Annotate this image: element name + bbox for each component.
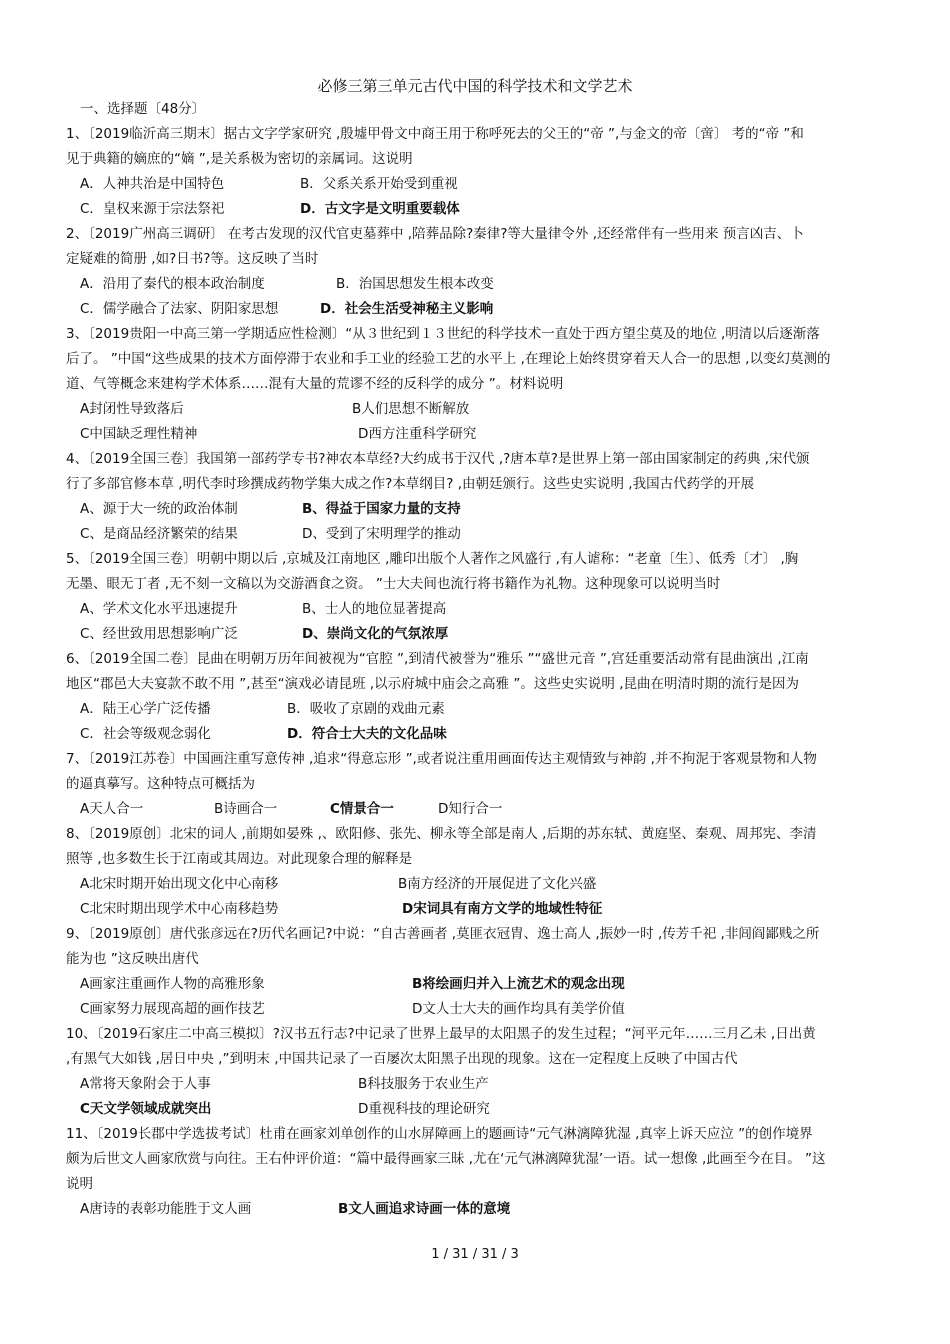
question-5-line-2: 无墨、眼无丁者 ,无不刻一文稿以为交游酒食之资。 ”士大夫间也流行将书籍作为礼物。这种现象可以说明当时 xyxy=(66,576,721,592)
question-6-option-c: C．社会等级观念弱化 xyxy=(80,726,211,742)
question-3-option-a: A封闭性导致落后 xyxy=(80,401,184,417)
question-4-option-c: C、是商品经济繁荣的结果 xyxy=(80,526,238,542)
question-9-option-a: A画家注重画作人物的高雅形象 xyxy=(80,976,265,992)
question-7-option-b: B诗画合一 xyxy=(214,801,278,817)
question-4-line-2: 行了多部官修本草 ,明代李时珍撰成药物学集大成之作?本草纲目? ,由朝廷颁行。这些史实说明 ,我国古代药学的开展 xyxy=(66,476,755,492)
question-11-line-2: 颇为后世文人画家欣赏与向往。王右仲评价道：“篇中最得画家三昧 ,尤在‘元气淋漓障犹湿’一语。试一想像 ,此画至今在目。 ”这 xyxy=(66,1151,826,1167)
question-9-option-d: D文人士大夫的画作均具有美学价值 xyxy=(412,1001,625,1017)
question-10-line-2: ,有黑气大如钱 ,居日中央 ,”到明末 ,中国共记录了一百屡次太阳黑子出现的现象。这在一定程度上反映了中国古代 xyxy=(66,1051,738,1067)
question-11-line-1: 11、〔2019长郡中学选拔考试〕杜甫在画家刘单创作的山水屏障画上的题画诗“元气淋漓障犹湿 ,真宰上诉天应泣 ”的创作境界 xyxy=(66,1126,813,1142)
question-8-option-c: C北宋时期出现学术中心南移趋势 xyxy=(80,901,279,917)
question-8-line-1: 8、〔2019原创〕北宋的词人 ,前期如晏殊 ,、欧阳修、张先、柳永等全部是南人 ,后期的苏东轼、黄庭坚、秦观、周邦宪、李清 xyxy=(66,826,817,842)
question-3-line-2: 后了。 ”中国“这些成果的技术方面停滞于农业和手工业的经验工艺的水平上 ,在理论上始终贯穿着天人合一的思想 ,以变幻莫测的 xyxy=(66,351,831,367)
question-4-option-b: B、得益于国家力量的支持 xyxy=(302,501,461,517)
question-10-option-b: B科技服务于农业生产 xyxy=(358,1076,489,1092)
question-2-line-1: 2、〔2019广州高三调研〕 在考古发现的汉代官吏墓葬中 ,陪葬品除?秦律?等大量律令外 ,还经常伴有一些用来 预言凶吉、卜 xyxy=(66,226,804,242)
question-4-option-a: A、源于大一统的政治体制 xyxy=(80,501,238,517)
question-2-option-b: B．治国思想发生根本改变 xyxy=(336,276,494,292)
question-5-option-b: B、士人的地位显著提高 xyxy=(302,601,447,617)
question-2-option-d: D．社会生活受神秘主义影响 xyxy=(320,301,494,317)
question-1-line-1: 1、〔2019临沂高三期末〕据古文字学家研究 ,殷墟甲骨文中商王用于称呼死去的父王的“帝 ”,与金文的帝〔啻〕 考的“帝 ”和 xyxy=(66,126,804,142)
question-1-option-c: C．皇权来源于宗法祭祀 xyxy=(80,201,225,217)
question-5-option-a: A、学术文化水平迅速提升 xyxy=(80,601,238,617)
question-3-option-b: B人们思想不断解放 xyxy=(352,401,470,417)
question-9-option-c: C画家努力展现高超的画作技艺 xyxy=(80,1001,265,1017)
question-10-option-c: C天文学领域成就突出 xyxy=(80,1101,212,1117)
question-7-option-c: C情景合一 xyxy=(330,801,394,817)
question-9-line-2: 能为也 ”这反映出唐代 xyxy=(66,951,199,967)
question-3-line-3: 道、气等概念来建构学术体系……混有大量的荒谬不经的反科学的成分 ”。材料说明 xyxy=(66,376,564,392)
question-11-option-a: A唐诗的表彰功能胜于文人画 xyxy=(80,1201,252,1217)
page-number: 1 / 31 / 31 / 3 xyxy=(431,1247,519,1262)
question-1-option-a: A．人神共治是中国特色 xyxy=(80,176,225,192)
question-8-option-b: B南方经济的开展促进了文化兴盛 xyxy=(398,876,597,892)
question-8-line-2: 照等 ,也多数生长于江南或其周边。对此现象合理的解释是 xyxy=(66,851,413,867)
question-11-option-b: B文人画追求诗画一体的意境 xyxy=(338,1201,511,1217)
question-2-option-c: C．儒学融合了法家、阴阳家思想 xyxy=(80,301,279,317)
question-7-line-1: 7、〔2019江苏卷〕中国画注重写意传神 ,追求“得意忘形 ”,或者说注重用画面传达主观情致与神韵 ,并不拘泥于客观景物和人物 xyxy=(66,751,817,767)
question-10-option-a: A常将天象附会于人事 xyxy=(80,1076,211,1092)
question-10-line-1: 10、〔2019石家庄二中高三模拟〕?汉书五行志?中记录了世界上最早的太阳黑子的发生过程；“河平元年……三月乙未 ,日出黄 xyxy=(66,1026,816,1042)
question-3-option-d: D西方注重科学研究 xyxy=(358,426,477,442)
question-2-option-a: A．沿用了秦代的根本政治制度 xyxy=(80,276,265,292)
question-5-line-1: 5、〔2019全国三卷〕明朝中期以后 ,京城及江南地区 ,雕印出版个人著作之风盛行 ,有人谑称：“老童〔生〕、低秀〔才〕 ,胸 xyxy=(66,551,799,567)
question-3-option-c: C中国缺乏理性精神 xyxy=(80,426,198,442)
question-6-line-1: 6、〔2019全国二卷〕昆曲在明朝万历年间被视为“官腔 ”,到清代被誉为“雅乐 ”“盛世元音 ”,宫廷重要活动常有昆曲演出 ,江南 xyxy=(66,651,809,667)
question-7-option-d: D知行合一 xyxy=(438,801,503,817)
question-8-option-a: A北宋时期开始出现文化中心南移 xyxy=(80,876,279,892)
question-9-line-1: 9、〔2019原创〕唐代张彦远在?历代名画记?中说：“自古善画者 ,莫匪衣冠胄、逸士高人 ,振妙一时 ,传芳千祀 ,非闾阎鄙贱之所 xyxy=(66,926,820,942)
question-4-option-d: D、受到了宋明理学的推动 xyxy=(302,526,461,542)
question-4-line-1: 4、〔2019全国三卷〕我国第一部药学专书?神农本草经?大约成书于汉代 ,?唐本草?是世界上第一部由国家制定的药典 ,宋代颁 xyxy=(66,451,810,467)
question-6-line-2: 地区“郡邑大夫宴款不敢不用 ”,甚至“演戏必请昆班 ,以示府城中庙会之高雅 ”。这些史实说明 ,昆曲在明清时期的流行是因为 xyxy=(66,676,800,692)
question-6-option-b: B．吸收了京剧的戏曲元素 xyxy=(287,701,445,717)
question-1-option-b: B．父系关系开始受到重视 xyxy=(300,176,458,192)
question-8-option-d: D宋词具有南方文学的地域性特征 xyxy=(402,901,603,917)
question-5-option-c: C、经世致用思想影响广泛 xyxy=(80,626,238,642)
question-7-line-2: 的逼真摹写。这种特点可概括为 xyxy=(66,776,255,792)
question-1-option-d: D．古文字是文明重要载体 xyxy=(300,201,460,217)
document-title: 必修三第三单元古代中国的科学技术和文学艺术 xyxy=(317,77,633,95)
question-5-option-d: D、崇尚文化的气氛浓厚 xyxy=(302,626,449,642)
question-7-option-a: A天人合一 xyxy=(80,801,144,817)
question-6-option-d: D．符合士大夫的文化品味 xyxy=(287,726,447,742)
question-10-option-d: D重视科技的理论研究 xyxy=(358,1101,490,1117)
section-heading: 一、选择题〔48分〕 xyxy=(80,101,206,117)
question-11-line-3: 说明 xyxy=(66,1176,93,1192)
question-2-line-2: 定疑难的简册 ,如?日书?等。这反映了当时 xyxy=(66,251,319,267)
question-9-option-b: B将绘画归并入上流艺术的观念出现 xyxy=(412,976,625,992)
question-3-line-1: 3、〔2019贵阳一中高三第一学期适应性检测〕“从３世纪到１３世纪的科学技术一直处于西方望尘莫及的地位 ,明清以后逐渐落 xyxy=(66,326,820,342)
question-1-line-2: 见于典籍的嫡庶的“嫡 ”,是关系极为密切的亲属词。这说明 xyxy=(66,151,413,167)
question-6-option-a: A．陆王心学广泛传播 xyxy=(80,701,211,717)
